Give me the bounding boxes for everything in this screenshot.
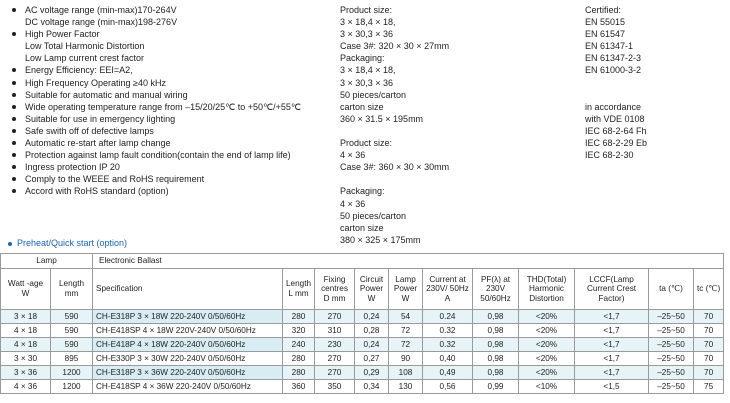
cell-ta: –25~50 <box>649 366 694 380</box>
col-length: Length L mm <box>283 269 315 310</box>
cell-circuit-power: 0,34 <box>355 380 389 394</box>
cell-wattage: 3 × 36 <box>1 366 51 380</box>
cell-circuit-power: 0,24 <box>355 338 389 352</box>
cell-fixing: 270 <box>315 366 355 380</box>
col-circuit-power: Circuit Power W <box>355 269 389 310</box>
product-info-line: Product size: <box>340 5 393 15</box>
cell-lccf: <1,7 <box>575 338 649 352</box>
table-row <box>1 366 724 380</box>
cell-wattage: 4 × 18 <box>1 324 51 338</box>
table-row <box>1 380 724 394</box>
cell-current: 0.32 <box>423 338 473 352</box>
product-info-line: 360 × 31.5 × 195mm <box>340 113 424 124</box>
col-power-factor: PF(λ) at 230V 50/60Hz <box>473 269 519 310</box>
feature-text: Accord with RoHS standard (option) <box>25 186 169 197</box>
certification-line: EN 61347-2-3 <box>585 53 642 64</box>
cell-lamp-power: 54 <box>389 310 423 324</box>
feature-item <box>8 64 338 76</box>
bullet-icon <box>12 32 16 36</box>
feature-text: DC voltage range (min-max)198-276V <box>25 17 178 28</box>
feature-text: Low Total Harmonic Distortion <box>25 41 145 52</box>
cell-thd: <10% <box>519 380 575 394</box>
feature-item <box>8 161 338 173</box>
certification-line: EN 55015 <box>585 17 626 28</box>
cell-current: 0.32 <box>423 324 473 338</box>
cell-fixing: 270 <box>315 310 355 324</box>
cell-lccf: <1,7 <box>575 310 649 324</box>
cell-ta: –25~50 <box>649 352 694 366</box>
cell-lamp-power: 90 <box>389 352 423 366</box>
bullet-icon <box>12 189 16 193</box>
cell-lamp-length: 590 <box>51 310 93 324</box>
cell-lamp-power: 108 <box>389 366 423 380</box>
bullet-icon <box>8 242 12 246</box>
certification-line: IEC 68-2-29 Eb <box>585 138 648 149</box>
table-body <box>1 310 724 394</box>
product-info-line: Case 3#: 360 × 30 × 30mm <box>340 162 450 173</box>
feature-item <box>8 113 338 125</box>
cell-pf: 0,99 <box>473 380 519 394</box>
group-lamp: Lamp <box>1 254 93 269</box>
col-tc: tc (℃) <box>694 269 724 310</box>
cell-length: 280 <box>283 310 315 324</box>
bullet-icon <box>12 81 16 85</box>
feature-text: High Power Factor <box>25 29 100 40</box>
product-info-line <box>340 173 540 185</box>
cell-lccf: <1,5 <box>575 380 649 394</box>
cell-lamp-length: 1200 <box>51 380 93 394</box>
table-row <box>1 324 724 338</box>
preheat-note <box>8 238 127 248</box>
cell-length: 280 <box>283 366 315 380</box>
cell-specification: CH-E330P 3 × 30W 220-240V 0/50/60Hz <box>93 352 283 366</box>
feature-text: High Frequency Operating ≥40 kHz <box>25 77 167 88</box>
cell-tc: 75 <box>694 380 724 394</box>
feature-text: Automatic re-start after lamp change <box>25 138 171 149</box>
certification-line: EN 61347-1 <box>585 41 634 52</box>
product-info-line: 3 × 18,4 × 18, <box>340 65 396 76</box>
product-info-line: 50 pieces/carton <box>340 89 407 100</box>
feature-item <box>8 28 338 40</box>
col-fixing-centres: Fixing centres D mm <box>315 269 355 310</box>
certification-line: Certified: <box>585 5 622 15</box>
ballast-spec-table <box>0 253 724 394</box>
cell-length: 240 <box>283 338 315 352</box>
cell-thd: <20% <box>519 310 575 324</box>
cell-ta: –25~50 <box>649 338 694 352</box>
feature-text: AC voltage range (min-max)170-264V <box>25 5 177 15</box>
product-info-line: Case 3#: 320 × 30 × 27mm <box>340 41 450 52</box>
certification-line: EN 61000-3-2 <box>585 65 642 76</box>
col-lccf: LCCF(Lamp Current Crest Factor) <box>575 269 649 310</box>
cell-fixing: 310 <box>315 324 355 338</box>
cell-thd: <20% <box>519 352 575 366</box>
feature-item <box>8 149 338 161</box>
certification-line: IEC 68-2-64 Fh <box>585 125 647 136</box>
table-group-header <box>1 254 724 269</box>
cell-lamp-length: 590 <box>51 338 93 352</box>
col-ta: ta (℃) <box>649 269 694 310</box>
cell-lccf: <1,7 <box>575 352 649 366</box>
cell-fixing: 230 <box>315 338 355 352</box>
cell-lamp-power: 72 <box>389 324 423 338</box>
certification-line: with VDE 0108 <box>585 113 645 124</box>
certification-line: EN 61547 <box>585 29 626 40</box>
cell-specification: CH-E418P 4 × 18W 220-240V 0/50/60Hz <box>93 338 283 352</box>
cell-current: 0.24 <box>423 310 473 324</box>
certification-line: IEC 68-2-30 <box>585 150 634 161</box>
cell-current: 0,49 <box>423 366 473 380</box>
cell-pf: 0,98 <box>473 324 519 338</box>
cell-specification: CH-E418SP 4 × 36W 220-240V 0/50/60Hz <box>93 380 283 394</box>
feature-text: Ingress protection IP 20 <box>25 162 120 173</box>
feature-item <box>8 173 338 185</box>
cell-circuit-power: 0,27 <box>355 352 389 366</box>
cell-thd: <20% <box>519 366 575 380</box>
product-info-line: 380 × 325 × 175mm <box>340 234 421 245</box>
table-column-headers <box>1 269 724 310</box>
product-info-line: 3 × 30,3 × 36 <box>340 29 394 40</box>
feature-item <box>8 4 338 16</box>
col-lamp-length: Length mm <box>51 269 93 310</box>
cell-pf: 0,98 <box>473 352 519 366</box>
cell-tc: 70 <box>694 324 724 338</box>
cell-lamp-power: 72 <box>389 338 423 352</box>
feature-text: Suitable for automatic and manual wiring <box>25 89 188 100</box>
cell-length: 280 <box>283 352 315 366</box>
product-info-line: Packaging: <box>340 53 385 64</box>
cell-pf: 0,98 <box>473 338 519 352</box>
cell-wattage: 4 × 36 <box>1 380 51 394</box>
cell-lamp-length: 590 <box>51 324 93 338</box>
group-ballast: Electronic Ballast <box>93 254 724 269</box>
cell-thd: <20% <box>519 324 575 338</box>
features-list <box>8 4 338 198</box>
certification-line: in accordance <box>585 101 642 112</box>
table-row <box>1 352 724 366</box>
cell-wattage: 3 × 30 <box>1 352 51 366</box>
feature-item <box>8 125 338 137</box>
cell-specification: CH-E318P 3 × 18W 220-240V 0/50/60Hz <box>93 310 283 324</box>
bullet-icon <box>12 153 16 157</box>
product-info-line: 4 × 36 <box>340 150 366 161</box>
feature-text: Protection against lamp fault condition(contain the end of lamp life) <box>25 150 291 161</box>
product-info-line: 3 × 18,4 × 18, <box>340 17 396 28</box>
cell-ta: –25~50 <box>649 380 694 394</box>
col-wattage: Watt -age W <box>1 269 51 310</box>
cell-fixing: 350 <box>315 380 355 394</box>
cell-specification: CH-E318P 3 × 36W 220-240V 0/50/60Hz <box>93 366 283 380</box>
feature-item <box>8 185 338 197</box>
product-info-line: carton size <box>340 101 384 112</box>
cell-length: 320 <box>283 324 315 338</box>
product-info-line: 50 pieces/carton <box>340 210 407 221</box>
product-info-line: Packaging: <box>340 186 385 197</box>
table-row <box>1 310 724 324</box>
cell-fixing: 270 <box>315 352 355 366</box>
bullet-icon <box>12 165 16 169</box>
cell-tc: 70 <box>694 352 724 366</box>
product-info-line: Product size: <box>340 138 393 149</box>
cell-circuit-power: 0,29 <box>355 366 389 380</box>
cell-wattage: 4 × 18 <box>1 338 51 352</box>
certification-line <box>585 89 725 101</box>
cell-current: 0,40 <box>423 352 473 366</box>
feature-text: Low Lamp current crest factor <box>25 53 145 64</box>
cell-tc: 70 <box>694 366 724 380</box>
bullet-icon <box>12 93 16 97</box>
feature-item <box>8 40 338 52</box>
cell-thd: <20% <box>519 338 575 352</box>
cell-specification: CH-E418SP 4 × 18W 220V-240V 0/50/60Hz <box>93 324 283 338</box>
certifications <box>585 4 725 161</box>
cell-wattage: 3 × 18 <box>1 310 51 324</box>
bullet-icon <box>12 68 16 72</box>
bullet-icon <box>12 129 16 133</box>
product-info <box>340 4 540 246</box>
feature-text: Suitable for use in emergency lighting <box>25 113 176 124</box>
cell-lccf: <1,7 <box>575 324 649 338</box>
col-current: Current at 230V/ 50Hz A <box>423 269 473 310</box>
col-lamp-power: Lamp Power W <box>389 269 423 310</box>
feature-text: Energy Efficiency: EEI=A2, <box>25 65 133 76</box>
cell-circuit-power: 0,24 <box>355 310 389 324</box>
cell-tc: 70 <box>694 310 724 324</box>
feature-item <box>8 52 338 64</box>
cell-lamp-length: 1200 <box>51 366 93 380</box>
product-info-line: 3 × 30,3 × 36 <box>340 77 394 88</box>
product-info-line <box>340 125 540 137</box>
feature-item <box>8 89 338 101</box>
cell-ta: –25~50 <box>649 310 694 324</box>
feature-item <box>8 137 338 149</box>
feature-item <box>8 101 338 113</box>
bullet-icon <box>12 105 16 109</box>
cell-circuit-power: 0,28 <box>355 324 389 338</box>
feature-item <box>8 16 338 28</box>
certification-line <box>585 77 725 89</box>
bullet-icon <box>12 117 16 121</box>
cell-pf: 0,98 <box>473 310 519 324</box>
cell-lccf: <1,7 <box>575 366 649 380</box>
col-thd: THD(Total) Harmonic Distortion <box>519 269 575 310</box>
feature-text: Wide operating temperature range from –15/20/25℃ to +50℃/+55℃ <box>25 101 301 112</box>
feature-text: Comply to the WEEE and RoHS requirement <box>25 174 205 185</box>
bullet-icon <box>12 8 16 12</box>
product-info-line: 4 × 36 <box>340 198 366 209</box>
bullet-icon <box>12 177 16 181</box>
feature-text: Safe swith off of defective lamps <box>25 125 154 136</box>
cell-pf: 0,98 <box>473 366 519 380</box>
table-row <box>1 338 724 352</box>
cell-lamp-length: 895 <box>51 352 93 366</box>
feature-item <box>8 77 338 89</box>
cell-length: 360 <box>283 380 315 394</box>
col-specification: Specification <box>93 269 283 310</box>
cell-ta: –25~50 <box>649 324 694 338</box>
cell-tc: 70 <box>694 338 724 352</box>
product-info-line: carton size <box>340 222 384 233</box>
cell-lamp-power: 130 <box>389 380 423 394</box>
preheat-label: Preheat/Quick start (option) <box>17 238 128 248</box>
bullet-icon <box>12 141 16 145</box>
cell-current: 0,56 <box>423 380 473 394</box>
